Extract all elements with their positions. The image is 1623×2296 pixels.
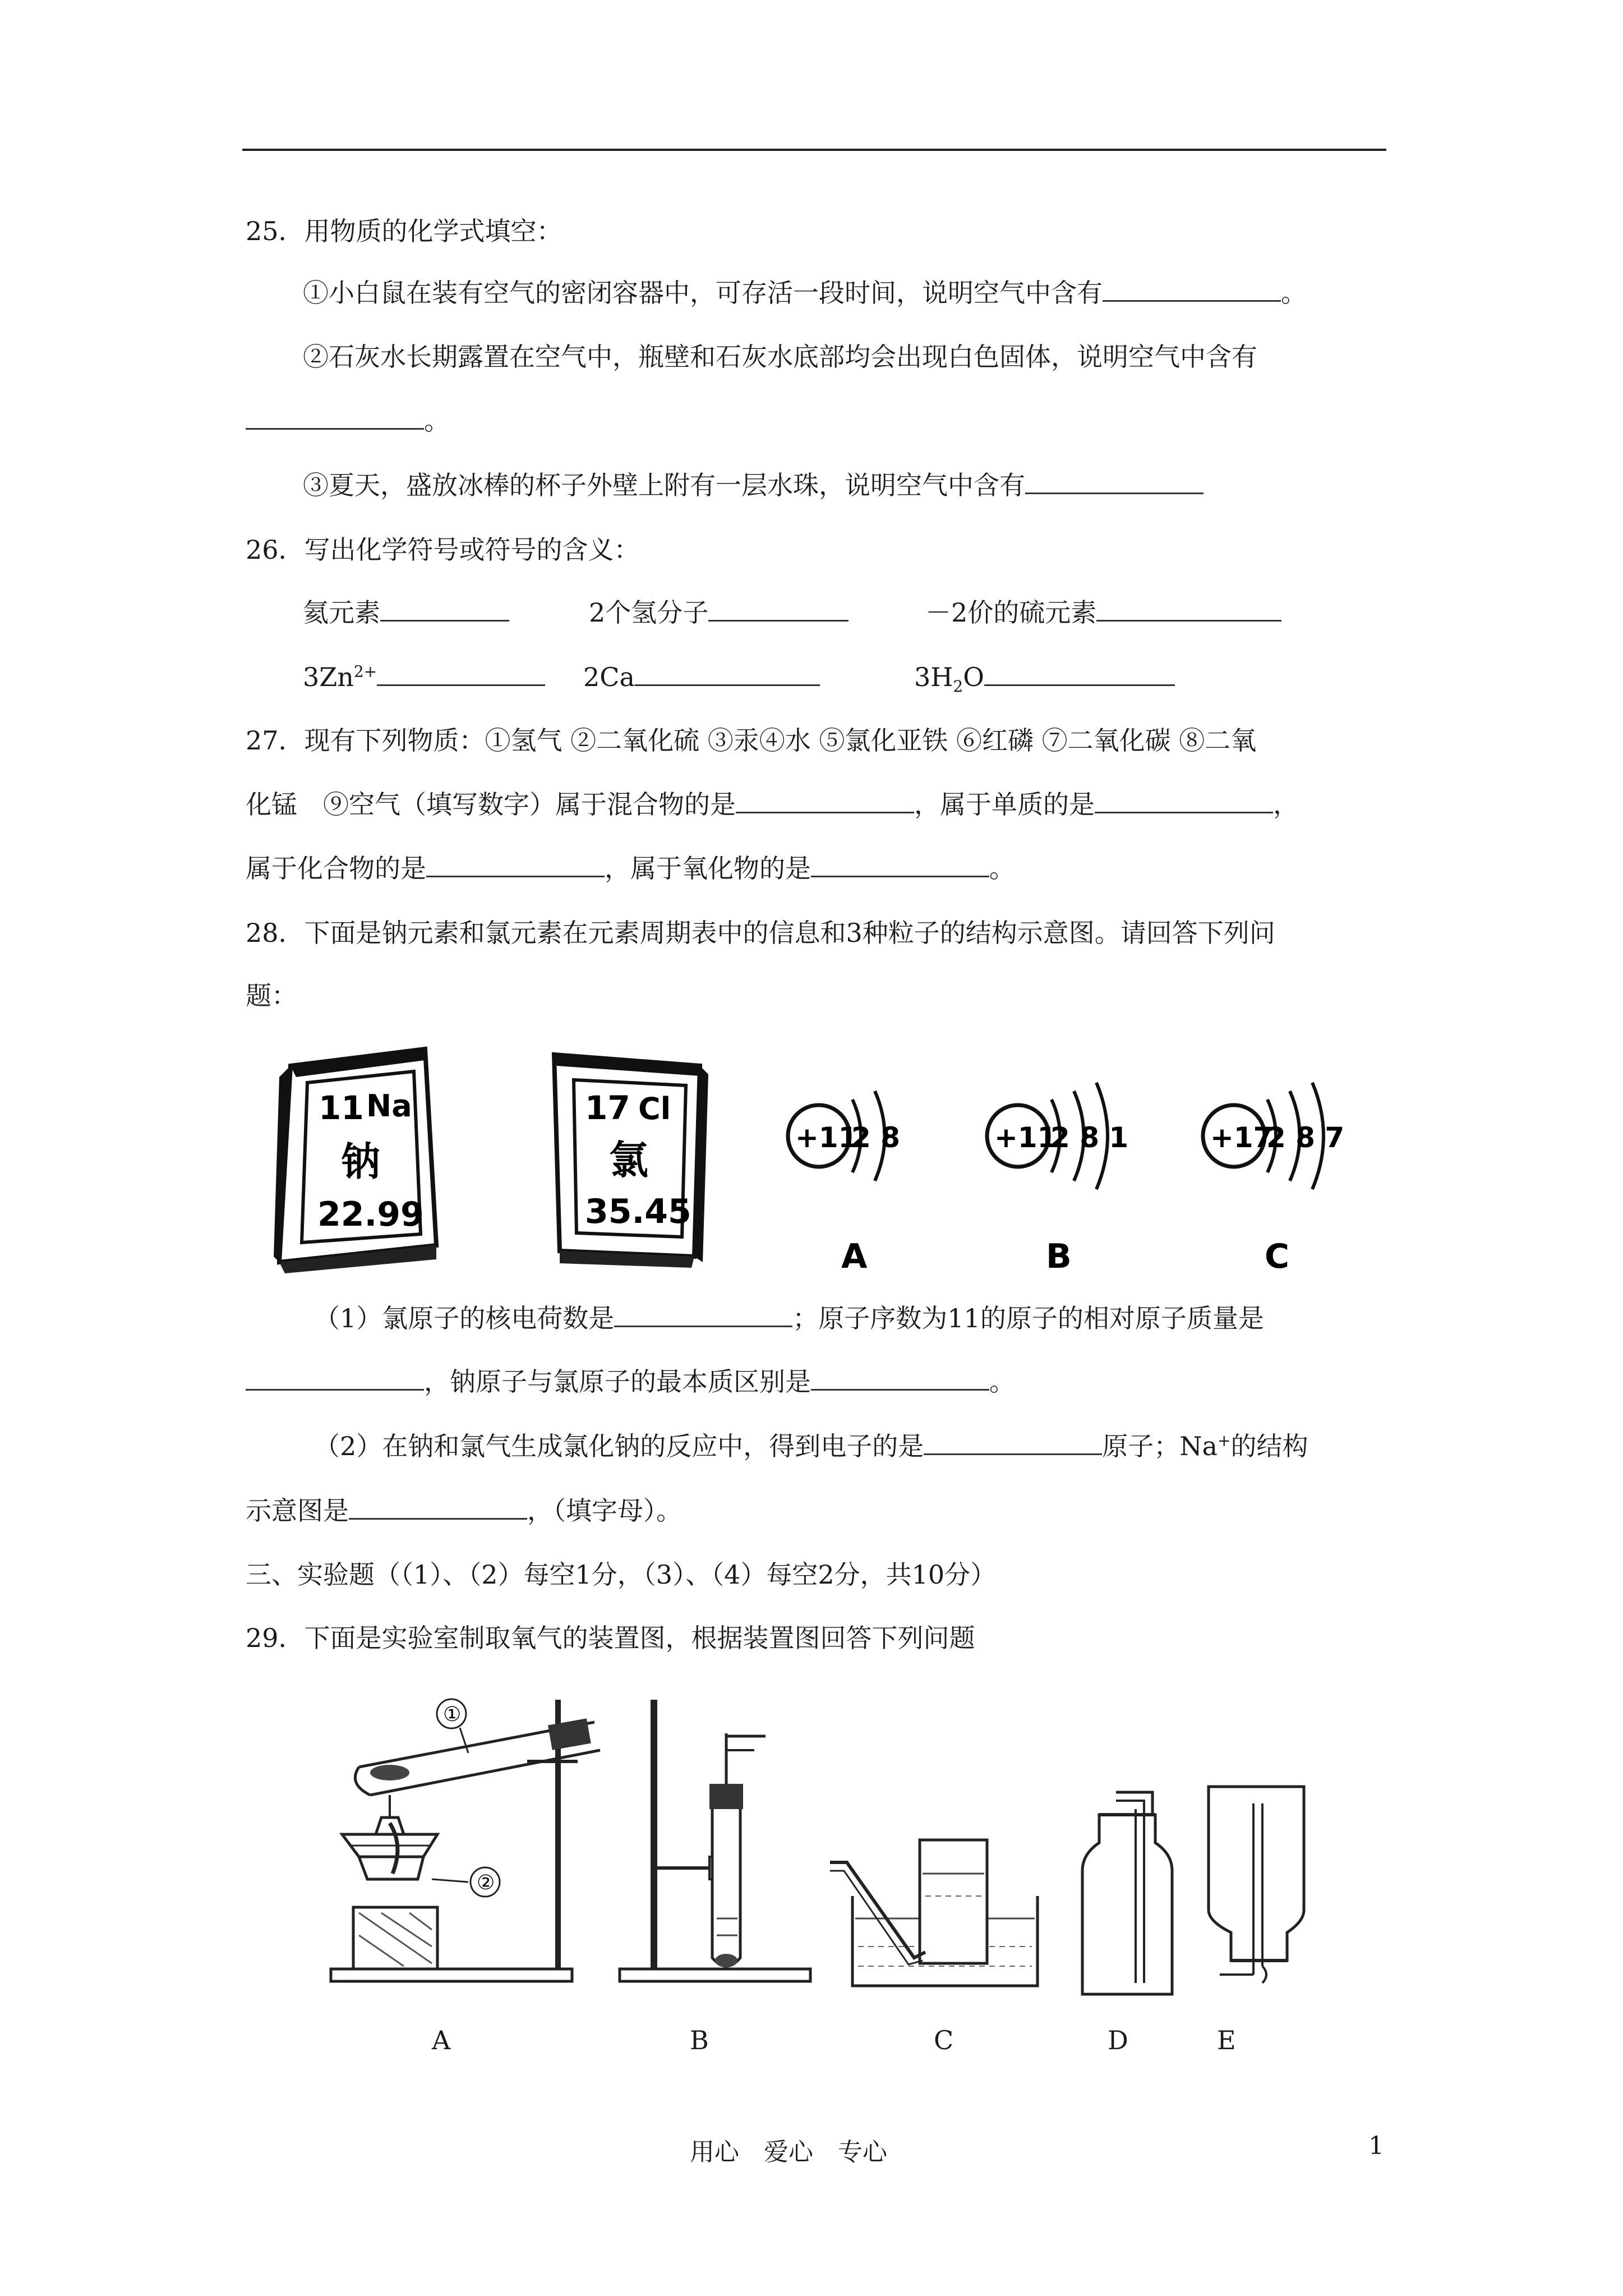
- apparatus-c-water-displacement: [830, 1818, 1043, 1999]
- answer-blank[interactable]: [380, 597, 509, 622]
- answer-blank[interactable]: [349, 1496, 527, 1520]
- particle-b-diagram: [984, 1066, 1152, 1281]
- answer-blank[interactable]: [1025, 470, 1204, 494]
- q28-sub2-line1: （2）在钠和氯气生成氯化钠的反应中，得到电子的是 原子；Na+的结构: [314, 1431, 1308, 1461]
- answer-blank[interactable]: [426, 853, 605, 877]
- page-number: 1: [1368, 2132, 1384, 2160]
- answer-blank[interactable]: [377, 662, 545, 686]
- answer-blank[interactable]: [811, 1366, 989, 1391]
- label-e: E: [1217, 2025, 1236, 2055]
- particle-a-diagram: [785, 1066, 931, 1281]
- answer-blank[interactable]: [708, 597, 849, 622]
- q26-title: 26．写出化学符号或符号的含义：: [246, 535, 640, 565]
- q29-title: 29．下面是实验室制取氧气的装置图，根据装置图回答下列问题: [246, 1623, 975, 1653]
- label-a: A: [432, 2025, 451, 2055]
- q28-sub1-line1: （1）氯原子的核电荷数是 ；原子序数为11的原子的相对原子质量是: [314, 1303, 1264, 1333]
- answer-blank[interactable]: [736, 789, 914, 813]
- answer-blank[interactable]: [924, 1431, 1102, 1455]
- q26-item-b: 2个氢分子: [589, 596, 849, 629]
- q25-item3: ③夏天，盛放冰棒的杯子外壁上附有一层水珠，说明空气中含有: [303, 468, 1204, 502]
- marker-1: ①: [443, 1703, 462, 1726]
- na-symbol: Na: [366, 1088, 412, 1124]
- particle-c-nucleus: +17: [1210, 1121, 1273, 1154]
- particle-c-label: C: [1265, 1237, 1290, 1276]
- cl-chinese-name: 氯: [609, 1137, 648, 1183]
- na-atomic-mass: 22.99: [317, 1195, 424, 1234]
- answer-blank[interactable]: [811, 853, 989, 877]
- sodium-element-card: [274, 1043, 442, 1270]
- cl-symbol: Cl: [638, 1091, 671, 1126]
- answer-blank[interactable]: [1096, 597, 1281, 622]
- q27-line2: 化锰 ⑨空气（填写数字）属于混合物的是 ，属于单质的是 ，: [246, 789, 1299, 820]
- q27-line1: 27．现有下列物质：①氢气 ②二氧化硫 ③汞④水 ⑤氯化亚铁 ⑥红磷 ⑦二氧化碳 ⑧二氧: [246, 725, 1257, 756]
- marker-2: ②: [477, 1871, 495, 1894]
- answer-blank[interactable]: [984, 662, 1175, 686]
- particle-a-label: A: [841, 1237, 868, 1276]
- q25-title: 25．用物质的化学式填空：: [246, 216, 562, 246]
- q26-item-f: $3H_2O$: [914, 660, 1175, 694]
- particle-b-shells: 2 8 1: [1050, 1121, 1129, 1154]
- na-chinese-name: 钠: [341, 1139, 380, 1185]
- section-3-heading: 三、实验题（（1）、（2）每空1分，（3）、（4）每空2分，共10分）: [246, 1559, 997, 1590]
- apparatus-d-upward-delivery-bottle: [1077, 1781, 1189, 2002]
- answer-blank[interactable]: [635, 662, 820, 686]
- q28-line2: 题：: [246, 981, 297, 1011]
- answer-blank[interactable]: [1103, 278, 1281, 302]
- q26-item-e: 2Ca: [583, 660, 820, 694]
- cl-atomic-number: 17: [585, 1089, 630, 1127]
- label-d: D: [1108, 2025, 1128, 2055]
- q26-item-c: －2价的硫元素: [925, 596, 1281, 629]
- q25-item1: ①小白鼠在装有空气的密闭容器中，可存活一段时间，说明空气中含有 。: [303, 278, 1307, 308]
- header-rule: [242, 149, 1386, 151]
- q28-line1: 28．下面是钠元素和氯元素在元素周期表中的信息和3种粒子的结构示意图。请回答下列问: [246, 918, 1275, 948]
- label-c: C: [934, 2025, 954, 2055]
- q27-line3: 属于化合物的是 ，属于氧化物的是 。: [246, 853, 1015, 884]
- particle-b-label: B: [1046, 1237, 1072, 1276]
- chlorine-element-card: [543, 1043, 711, 1270]
- answer-blank[interactable]: [1095, 789, 1273, 813]
- particle-b-nucleus: +11: [994, 1121, 1057, 1154]
- answer-blank[interactable]: [246, 406, 424, 430]
- na-atomic-number: 11: [319, 1089, 364, 1127]
- particle-c-diagram: [1200, 1066, 1368, 1281]
- label-b: B: [690, 2025, 709, 2055]
- particle-a-shells: 2 8: [851, 1121, 900, 1154]
- q25-item2-answer: 。: [246, 404, 450, 438]
- answer-blank[interactable]: [614, 1303, 792, 1327]
- q26-item-d: $3Zn^{2+}$: [303, 660, 545, 694]
- footer-motto: 用心 爱心 专心: [690, 2138, 887, 2166]
- apparatus-a-heating-setup: [325, 1688, 617, 1994]
- particle-a-nucleus: +11: [795, 1121, 858, 1154]
- q28-sub2-line2: 示意图是 ，（填字母）。: [246, 1496, 682, 1526]
- apparatus-e-downward-delivery-bottle: [1197, 1781, 1321, 2002]
- particle-c-shells: 2 8 7: [1266, 1121, 1345, 1154]
- apparatus-b-test-tube-setup: [617, 1688, 819, 1994]
- q28-sub1-line2: ，钠原子与氯原子的最本质区别是 。: [246, 1365, 1015, 1398]
- cl-atomic-mass: 35.45: [585, 1192, 691, 1231]
- q25-item2: ②石灰水长期露置在空气中，瓶壁和石灰水底部均会出现白色固体，说明空气中含有: [303, 342, 1257, 372]
- answer-blank[interactable]: [246, 1366, 424, 1391]
- q26-item-a: 氦元素: [303, 596, 509, 629]
